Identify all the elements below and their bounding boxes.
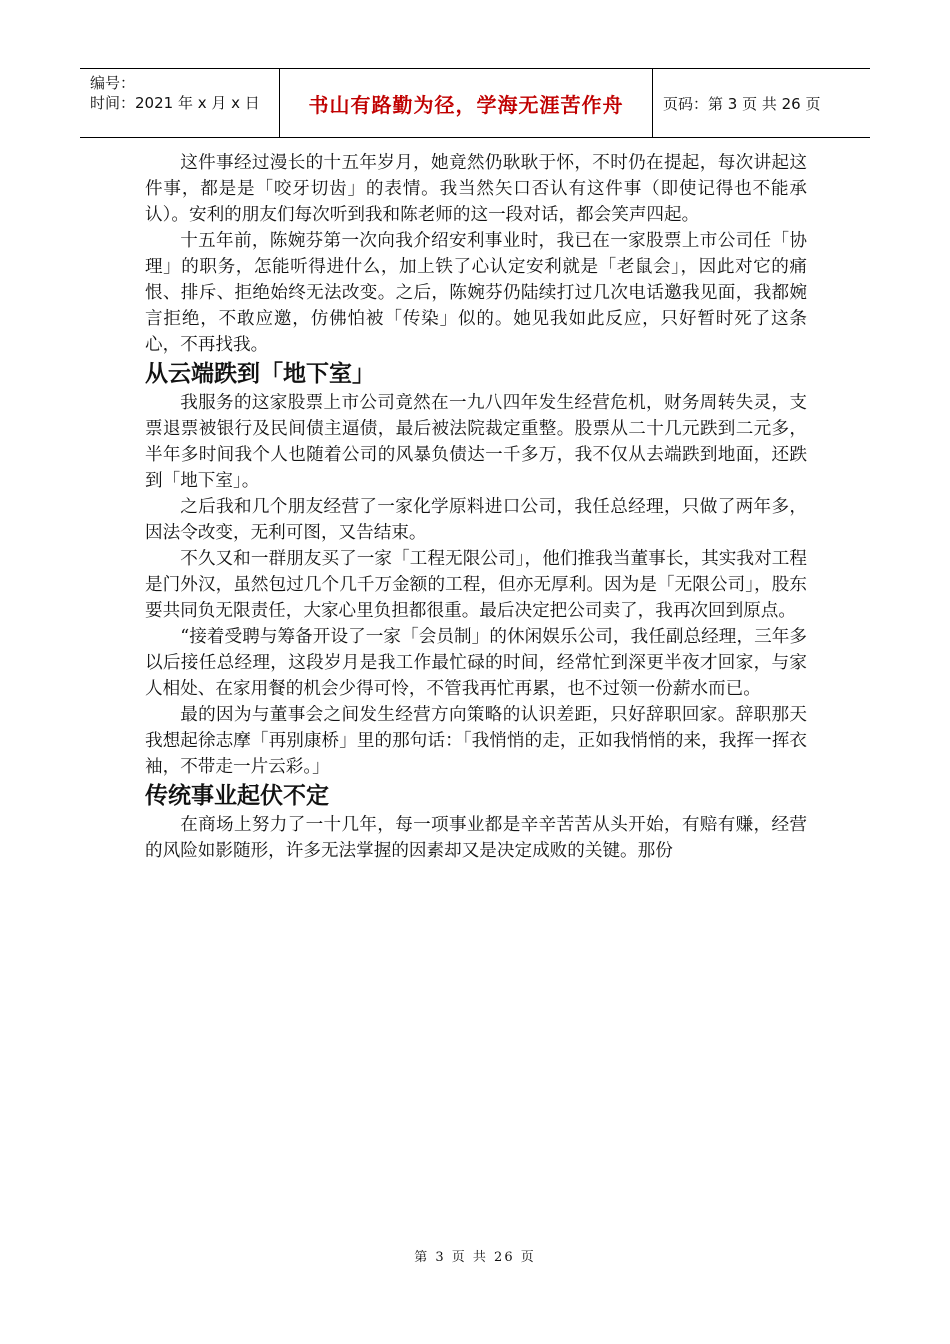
paragraph: 之后我和几个朋友经营了一家化学原料进口公司，我任总经理，只做了两年多，因法令改变，无利可图，又告结束。 [145,497,807,543]
header-meta [80,69,280,137]
paragraph: 不久又和一群朋友买了一家「工程无限公司」，他们推我当董事长，其实我对工程是门外汉，虽然包过几个几千万金额的工程，但亦无厚利。因为是「无限公司」，股东要共同负无限责任，大家心里负担都很重。最后决定把公司卖了，我再次回到原点。 [145,549,807,621]
document-date: 时间：2021 年 x 月 x 日 [90,94,260,112]
section-body [145,812,807,864]
page-header [80,68,870,138]
intro-section [145,150,807,358]
paragraph: 在商场上努力了一十几年，每一项事业都是辛辛苦苦从头开始，有赔有赚，经营的风险如影随形，许多无法掌握的因素却又是决定成败的关键。那份 [145,815,807,861]
paragraph: 我服务的这家股票上市公司竟然在一九八四年发生经营危机，财务周转失灵，支票退票被银行及民间债主逼债，最后被法院裁定重整。股票从二十几元跌到二元多，半年多时间我个人也随着公司的风暴负债达一千多万，我不仅从去端跌到地面，还跌到「地下室」。 [145,393,807,491]
paragraph: “接着受聘与筹备开设了一家「会员制」的休闲娱乐公司，我任副总经理，三年多以后接任总经理，这段岁月是我工作最忙碌的时间，经常忙到深更半夜才回家，与家人相处、在家用餐的机会少得可怜，不管我再忙再累，也不过领一份薪水而已。 [145,627,807,699]
header-page-info: 页码：第 3 页 共 26 页 [663,94,821,113]
paragraph: 最的因为与董事会之间发生经营方向策略的认识差距，只好辞职回家。辞职那天我想起徐志摩「再别康桥」里的那句话：「我悄悄的走，正如我悄悄的来，我挥一挥衣袖，不带走一片云彩。」 [145,705,807,777]
paragraph: 这件事经过漫长的十五年岁月，她竟然仍耿耿于怀，不时仍在提起，每次讲起这件事，都是是「咬牙切齿」的表情。我当然矢口否认有这件事（即使记得也不能承认）。安利的朋友们每次听到我和陈老师的这一段对话，都会笑声四起。 [145,153,807,225]
page-footer: 第 3 页 共 26 页 [414,1250,536,1265]
paragraph: 十五年前，陈婉芬第一次向我介绍安利事业时，我已在一家股票上市公司任「协理」的职务，怎能听得进什么，加上铁了心认定安利就是「老鼠会」，因此对它的痛恨、排斥、拒绝始终无法改变。之后，陈婉芬仍陆续打过几次电话邀我见面，我都婉言拒绝，不敢应邀，仿佛怕被「传染」似的。她见我如此反应，只好暂时死了这条心，不再找我。 [145,231,807,355]
header-motto: 书山有路勤为径，学海无涯苦作舟 [280,69,653,137]
document-code: 编号： [90,74,136,92]
document-body [145,150,807,864]
section-heading: 从云端跌到「地下室」 [145,361,375,387]
section-body [145,390,807,780]
section-heading: 传统事业起伏不定 [145,783,329,809]
